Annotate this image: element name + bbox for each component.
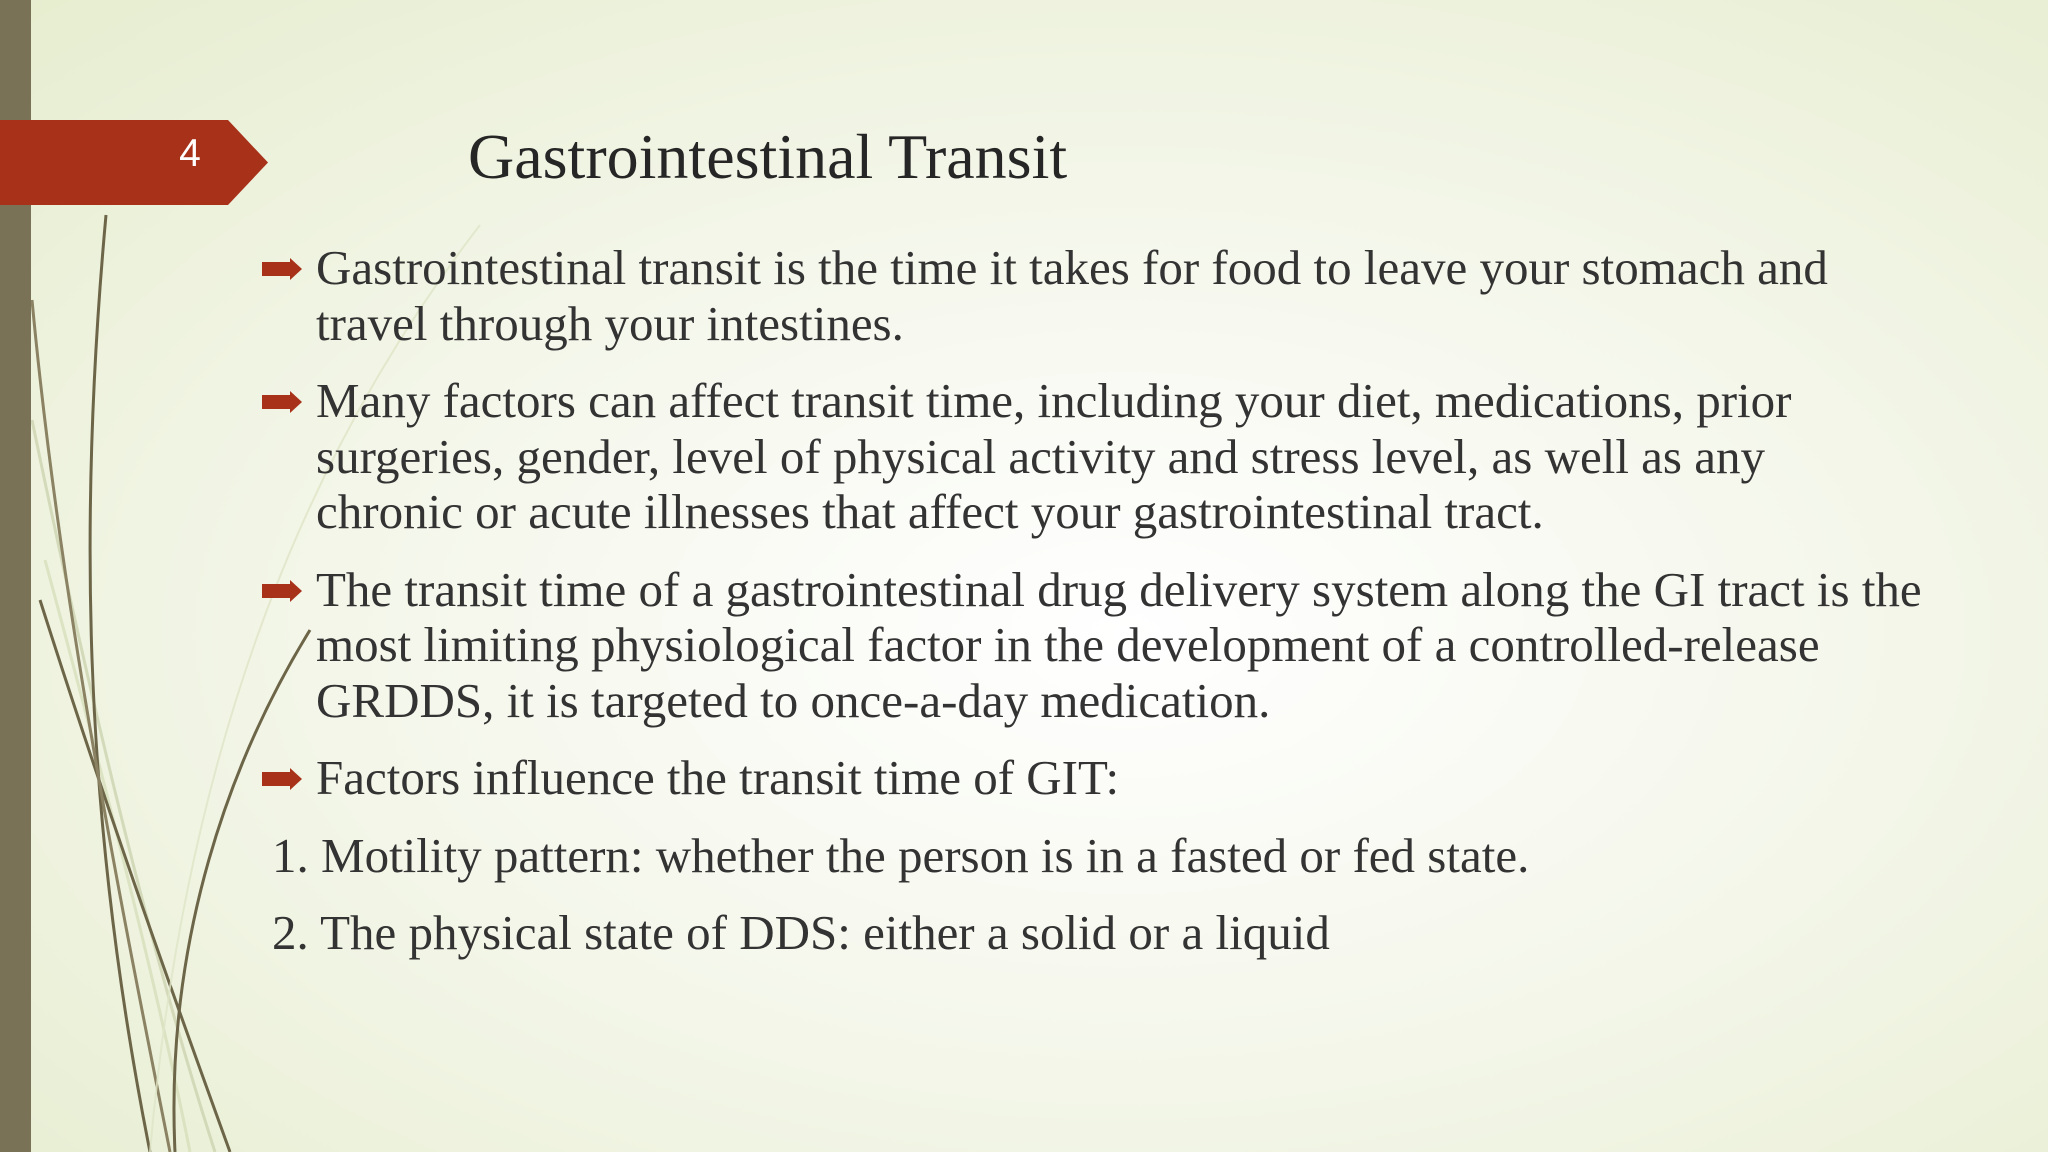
slide-title: Gastrointestinal Transit <box>468 121 1068 192</box>
numbered-item: 1. Motility pattern: whether the person is in a fasted or fed state. <box>272 827 1530 883</box>
slide-content <box>262 240 1922 983</box>
bullet-item <box>262 750 1922 806</box>
arrow-bullet-icon <box>262 768 302 790</box>
bullet-item <box>262 373 1922 540</box>
bullet-text: Factors influence the transit time of GIT: <box>316 750 1120 805</box>
bullet-text: Many factors can affect transit time, including your diet, medications, prior surgeries, gender, level of physical activity and stress level, as well as any chronic or acute illnesses that affect your gastrointestinal tract. <box>316 373 1792 539</box>
slide-number-tab <box>0 120 268 205</box>
numbered-item: 2. The physical state of DDS: either a solid or a liquid <box>272 905 1330 960</box>
bullet-text: The transit time of a gastrointestinal drug delivery system along the GI tract is the most limiting physiological factor in the development of a controlled-release GRDDS, it is targeted to once-a-day medication. <box>316 561 1922 728</box>
bullet-text: Gastrointestinal transit is the time it takes for food to leave your stomach and travel through your intestines. <box>316 240 1828 351</box>
bullet-item <box>262 562 1922 729</box>
slide-number: 4 <box>179 132 201 175</box>
arrow-bullet-icon <box>262 580 302 602</box>
arrow-bullet-icon <box>262 391 302 413</box>
bullet-item <box>262 240 1922 351</box>
arrow-bullet-icon <box>262 258 302 280</box>
